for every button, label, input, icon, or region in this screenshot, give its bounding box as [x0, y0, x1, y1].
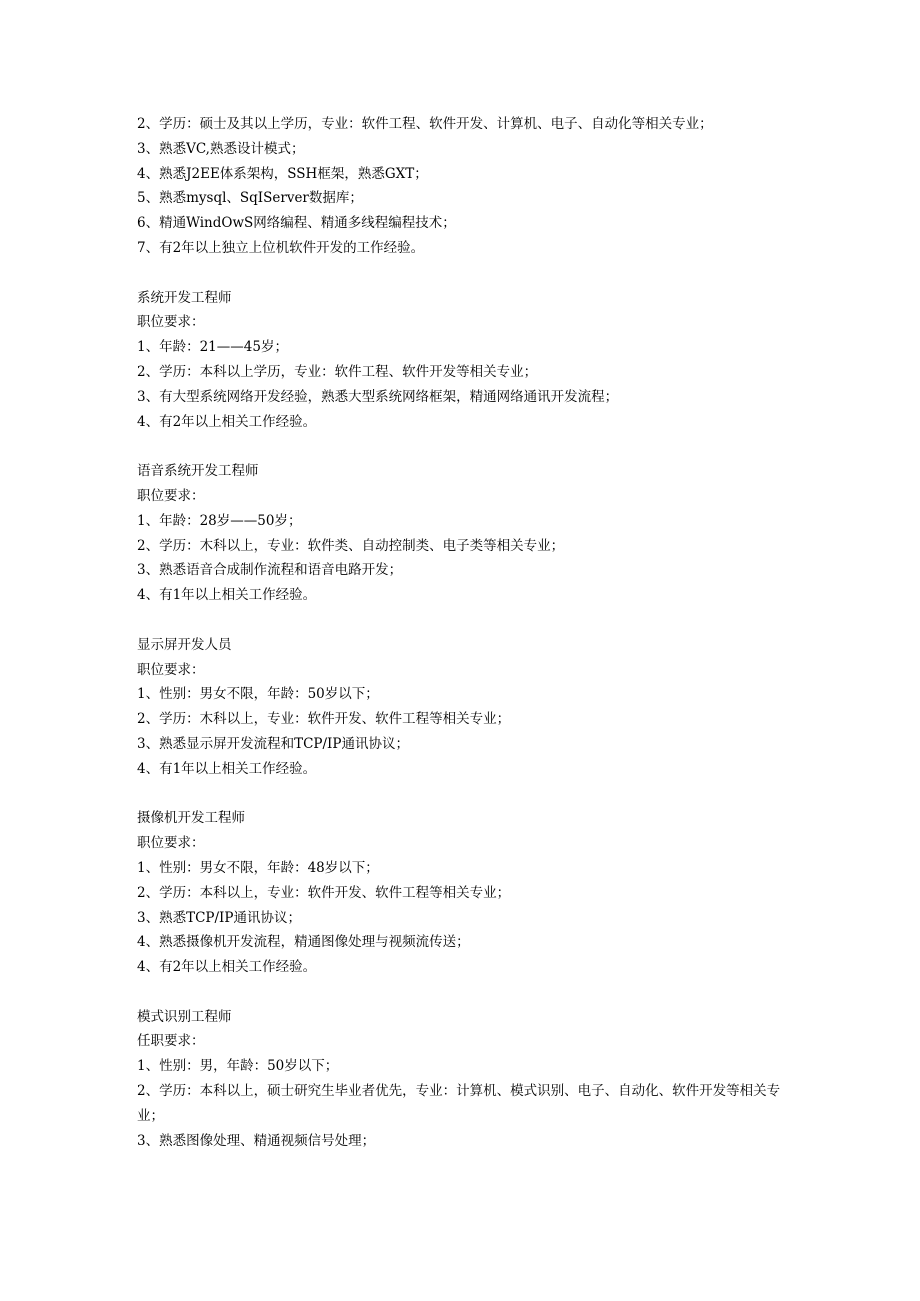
section-pattern-recognition-engineer: [137, 1005, 787, 1154]
requirement-line: 1、性别：男，年龄：50岁以下；: [137, 1058, 339, 1075]
requirement-line: 3、熟悉语音合成制作流程和语音电路开发；: [137, 562, 403, 579]
requirement-line: 2、学历：硕士及其以上学历，专业：软件工程、软件开发、计算机、电子、自动化等相关专业；: [137, 116, 713, 132]
requirement-line: 4、有2年以上相关工作经验。: [137, 413, 317, 430]
requirement-line: 2、学历：木科以上，专业：软件开发、软件工程等相关专业；: [137, 711, 511, 728]
requirement-line: 1、年龄：21——45岁；: [137, 339, 288, 356]
requirement-line: 4、有1年以上相关工作经验。: [137, 587, 317, 604]
requirement-line: 4、有1年以上相关工作经验。: [137, 760, 317, 777]
requirement-line: 2、学历：本科以上，硕士研究生毕业者优先，专业：计算机、模式识别、电子、自动化、软件开发等相关专业；: [137, 1083, 781, 1124]
requirement-line: 1、性别：男女不限，年龄：48岁以下；: [137, 859, 379, 876]
requirement-line: 7、有2年以上独立上位机软件开发的工作经验。: [137, 239, 425, 256]
job-title: 语音系统开发工程师: [137, 463, 259, 480]
requirement-line: 3、熟悉显示屏开发流程和TCP/IP通讯协议；: [137, 735, 409, 752]
requirement-label: 职位要求：: [137, 487, 205, 504]
requirement-line: 5、熟悉mysql、SqIServer数据库；: [137, 190, 363, 207]
requirement-line: 6、精通WindOwS网络编程、精通多线程编程技术；: [137, 215, 456, 232]
requirement-line: 2、学历：本科以上，专业：软件开发、软件工程等相关专业；: [137, 884, 511, 901]
section-requirements-continued: [137, 112, 787, 261]
requirement-line: 2、学历：木科以上，专业：软件类、自动控制类、电子类等相关专业；: [137, 537, 565, 554]
requirement-line: 4、熟悉J2EE体系架构，SSH框架，熟悉GXT；: [137, 165, 428, 182]
requirement-line: 4、有2年以上相关工作经验。: [137, 959, 317, 976]
job-title: 摄像机开发工程师: [137, 810, 245, 827]
requirement-label: 任职要求：: [137, 1033, 205, 1050]
section-display-developer: [137, 633, 787, 782]
requirement-line: 3、熟悉TCP/IP通讯协议；: [137, 909, 301, 926]
requirement-line: 3、熟悉图像处理、精通视频信号处理；: [137, 1132, 376, 1149]
requirement-line: 2、学历：本科以上学历，专业：软件工程、软件开发等相关专业；: [137, 363, 538, 380]
requirement-label: 职位要求：: [137, 661, 205, 678]
requirement-label: 职位要求：: [137, 835, 205, 852]
section-voice-system-engineer: [137, 459, 787, 608]
requirement-line: 4、熟悉摄像机开发流程，精通图像处理与视频流传送；: [137, 934, 470, 951]
section-system-dev-engineer: [137, 286, 787, 435]
requirement-line: 1、性别：男女不限，年龄：50岁以下；: [137, 686, 379, 703]
requirement-line: 3、熟悉VC,熟悉设计模式；: [137, 140, 305, 157]
section-camera-dev-engineer: [137, 806, 787, 980]
requirement-label: 职位要求：: [137, 314, 205, 331]
job-title: 系统开发工程师: [137, 289, 232, 306]
job-title: 显示屏开发人员: [137, 636, 232, 653]
document-page: [137, 112, 787, 1153]
job-title: 模式识别工程师: [137, 1008, 232, 1025]
requirement-line: 1、年龄：28岁——50岁；: [137, 512, 302, 529]
requirement-line: 3、有大型系统网络开发经验，熟悉大型系统网络框架，精通网络通讯开发流程；: [137, 388, 619, 405]
